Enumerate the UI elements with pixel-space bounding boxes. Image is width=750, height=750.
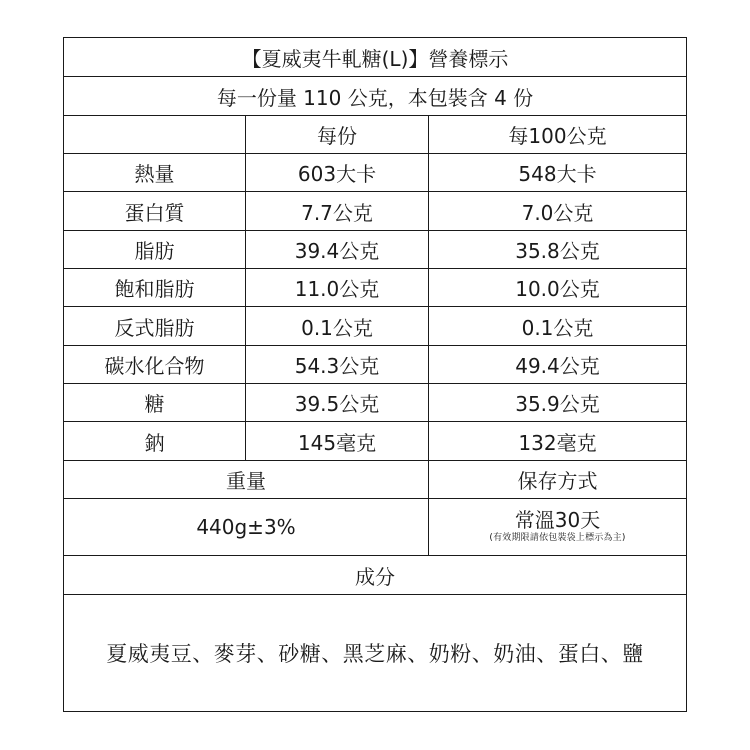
weight-storage-header-row bbox=[64, 461, 686, 499]
ingredients-list: 夏威夷豆、麥芽、砂糖、黑芝麻、奶粉、奶油、蛋白、鹽 bbox=[106, 641, 644, 666]
per-100g-value: 10.0公克 bbox=[515, 277, 600, 301]
nutrient-name: 鈉 bbox=[64, 422, 246, 460]
storage-value-cell bbox=[429, 499, 686, 555]
storage-value: 常溫30天 bbox=[514, 508, 601, 533]
per-serving-value: 39.5公克 bbox=[246, 384, 429, 421]
per-100g-value: 35.8公克 bbox=[515, 239, 600, 263]
ingredients-header-row bbox=[64, 556, 686, 595]
column-header-row bbox=[64, 116, 686, 154]
ingredients-value-row bbox=[64, 595, 686, 710]
nutrient-row-trans-fat bbox=[64, 307, 686, 346]
label-title: 【夏威夷牛軋糖(L)】營養標示 bbox=[241, 46, 509, 71]
nutrition-label-table bbox=[63, 37, 687, 712]
weight-value: 440g±3% bbox=[64, 499, 429, 555]
nutrient-name: 碳水化合物 bbox=[64, 346, 246, 383]
nutrient-row-energy bbox=[64, 154, 686, 192]
per-serving-value: 7.7公克 bbox=[246, 192, 429, 230]
per-serving-value: 11.0公克 bbox=[246, 269, 429, 306]
weight-storage-value-row bbox=[64, 499, 686, 556]
per-serving-value: 0.1公克 bbox=[246, 307, 429, 345]
storage-label: 保存方式 bbox=[517, 469, 598, 493]
header-blank bbox=[64, 116, 246, 153]
nutrient-row-sugar bbox=[64, 384, 686, 422]
per-serving-value: 145毫克 bbox=[246, 422, 429, 460]
nutrient-row-saturated-fat bbox=[64, 269, 686, 307]
nutrient-name: 脂肪 bbox=[64, 231, 246, 268]
nutrient-name: 飽和脂肪 bbox=[64, 269, 246, 306]
per-100g-value: 35.9公克 bbox=[515, 392, 600, 416]
nutrient-name: 熱量 bbox=[64, 154, 246, 191]
nutrient-name: 蛋白質 bbox=[64, 192, 246, 230]
nutrient-row-protein bbox=[64, 192, 686, 231]
per-100g-value: 548大卡 bbox=[518, 162, 597, 186]
header-per-serving: 每份 bbox=[246, 116, 429, 153]
ingredients-label: 成分 bbox=[355, 564, 395, 589]
per-serving-value: 39.4公克 bbox=[246, 231, 429, 268]
nutrient-name: 糖 bbox=[64, 384, 246, 421]
weight-label: 重量 bbox=[64, 461, 429, 498]
storage-note: (有效期限請依包裝袋上標示為主) bbox=[489, 533, 626, 544]
header-per-100g: 每100公克 bbox=[508, 124, 607, 148]
per-100g-value: 49.4公克 bbox=[515, 354, 600, 378]
nutrient-name: 反式脂肪 bbox=[64, 307, 246, 345]
nutrient-row-carbohydrate bbox=[64, 346, 686, 384]
per-serving-value: 603大卡 bbox=[246, 154, 429, 191]
serving-info: 每一份量 110 公克，本包裝含 4 份 bbox=[216, 85, 534, 110]
nutrient-row-sodium bbox=[64, 422, 686, 461]
per-100g-value: 7.0公克 bbox=[521, 200, 594, 225]
nutrient-row-fat bbox=[64, 231, 686, 269]
title-row bbox=[64, 38, 686, 77]
per-100g-value: 132毫克 bbox=[518, 430, 597, 455]
per-serving-value: 54.3公克 bbox=[246, 346, 429, 383]
per-100g-value: 0.1公克 bbox=[521, 315, 594, 340]
serving-row bbox=[64, 77, 686, 116]
